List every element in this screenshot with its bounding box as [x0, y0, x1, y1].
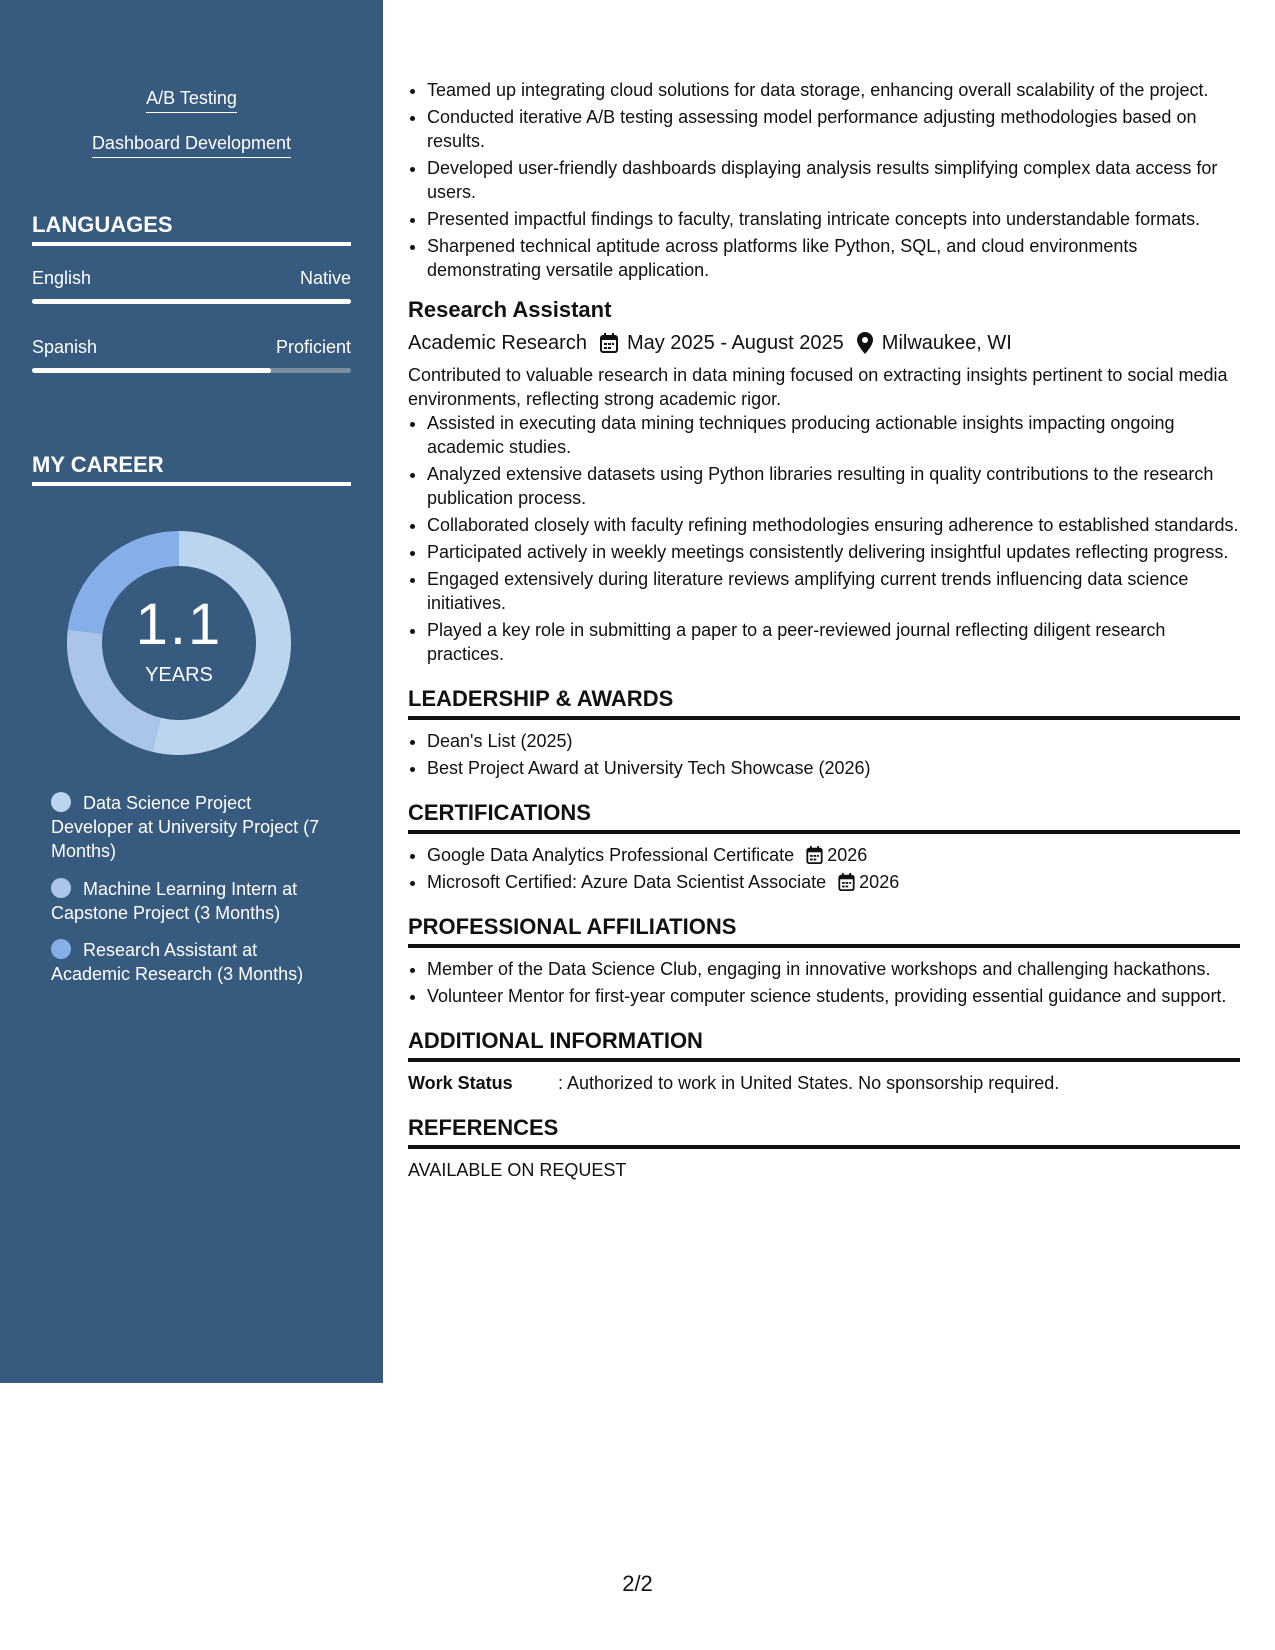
- list-item: • Assisted in executing data mining techniques producing actionable insights impacting ongoing academic studies.: [427, 411, 1240, 459]
- list-item: [427, 843, 1240, 867]
- career-years-label: YEARS: [145, 664, 213, 686]
- main-content: [408, 78, 1240, 1182]
- additional-info-heading: ADDITIONAL INFORMATION: [408, 1027, 1240, 1062]
- language-bar: [32, 368, 351, 373]
- languages-heading: LANGUAGES: [32, 212, 351, 246]
- previous-job-bullets: [408, 78, 1240, 282]
- job-meta: [408, 328, 1240, 358]
- job-company: Academic Research: [408, 332, 587, 354]
- language-row: [32, 337, 351, 358]
- list-item: • Teamed up integrating cloud solutions for data storage, enhancing overall scalability of the project.: [427, 78, 1240, 102]
- career-item-label: Machine Learning Intern at Capstone Project (3 Months): [51, 879, 298, 923]
- career-dot: [51, 878, 71, 898]
- affiliations-heading: PROFESSIONAL AFFILIATIONS: [408, 913, 1240, 948]
- skill-label: A/B Testing: [146, 88, 237, 113]
- references-heading: REFERENCES: [408, 1114, 1240, 1149]
- career-years-value: 1.1: [135, 592, 223, 657]
- location-pin-icon: [857, 332, 873, 354]
- page-number: 2/2: [622, 1571, 653, 1596]
- leadership-heading: LEADERSHIP & AWARDS: [408, 685, 1240, 720]
- references-text: AVAILABLE ON REQUEST: [408, 1160, 627, 1180]
- work-status-label: Work Status: [408, 1073, 513, 1093]
- job-bullets: [408, 411, 1240, 666]
- list-item: • Played a key role in submitting a paper to a peer-reviewed journal reflecting diligent research practices.: [427, 618, 1240, 666]
- job-description: Contributed to valuable research in data mining focused on extracting insights pertinent to social media environments, reflecting strong academic rigor.: [408, 365, 1228, 409]
- leadership-list: [408, 729, 1240, 780]
- job-dates: May 2025 - August 2025: [626, 332, 844, 354]
- language-bar-fill: [32, 368, 271, 373]
- career-item: [51, 791, 331, 863]
- list-item: • Volunteer Mentor for first-year computer science students, providing essential guidance and support.: [427, 984, 1240, 1008]
- certification-year: 2026: [859, 872, 900, 892]
- list-item: • Conducted iterative A/B testing assessing model performance adjusting methodologies based on results.: [427, 105, 1240, 153]
- calendar-icon: [600, 333, 618, 353]
- language-bar-fill: [32, 299, 351, 304]
- certification-year: 2026: [827, 845, 868, 865]
- certifications-list: [408, 843, 1240, 894]
- affiliations-list: [408, 957, 1240, 1008]
- list-item: • Presented impactful findings to faculty, translating intricate concepts into understandable formats.: [427, 207, 1240, 231]
- language-name: Spanish: [32, 337, 98, 357]
- certification-name: • Google Data Analytics Professional Certificate: [427, 845, 795, 865]
- certification-name: • Microsoft Certified: Azure Data Scientist Associate: [427, 872, 827, 892]
- list-item: [427, 870, 1240, 894]
- language-level: Native: [299, 268, 351, 288]
- career-item-label: Data Science Project Developer at University Project (7 Months): [51, 793, 320, 861]
- language-bar: [32, 299, 351, 304]
- career-dot: [51, 792, 71, 812]
- skill-label: Dashboard Development: [92, 133, 291, 158]
- career-item: [51, 938, 331, 986]
- list-item: • Member of the Data Science Club, engaging in innovative workshops and challenging hackathons.: [427, 957, 1240, 981]
- language-name: English: [32, 268, 92, 288]
- list-item: • Engaged extensively during literature reviews amplifying current trends influencing data science initiatives.: [427, 567, 1240, 615]
- list-item: • Sharpened technical aptitude across platforms like Python, SQL, and cloud environments demonstrating versatile application.: [427, 234, 1240, 282]
- sidebar: [0, 0, 383, 1383]
- job-location: Milwaukee, WI: [881, 332, 1012, 354]
- career-item-label: Research Assistant at Academic Research (3 Months): [51, 940, 304, 984]
- list-item: • Participated actively in weekly meetings consistently delivering insightful updates reflecting progress.: [427, 540, 1240, 564]
- list-item: • Collaborated closely with faculty refining methodologies ensuring adherence to established standards.: [427, 513, 1240, 537]
- work-status-value: : Authorized to work in United States. No sponsorship required.: [558, 1073, 1060, 1093]
- work-status-row: [408, 1071, 1240, 1095]
- list-item: • Best Project Award at University Tech Showcase (2026): [427, 756, 1240, 780]
- calendar-icon: [838, 873, 855, 891]
- calendar-icon: [806, 846, 823, 864]
- skill-item[interactable]: [0, 133, 383, 158]
- language-row: [32, 268, 351, 289]
- skill-item[interactable]: [0, 88, 383, 113]
- certifications-heading: CERTIFICATIONS: [408, 799, 1240, 834]
- career-item: [51, 877, 331, 925]
- career-dot: [51, 939, 71, 959]
- list-item: • Dean's List (2025): [427, 729, 1240, 753]
- language-level: Proficient: [275, 337, 351, 357]
- list-item: • Developed user-friendly dashboards displaying analysis results simplifying complex data access for users.: [427, 156, 1240, 204]
- career-heading: MY CAREER: [32, 452, 351, 486]
- job-title: Research Assistant: [408, 297, 612, 322]
- list-item: • Analyzed extensive datasets using Python libraries resulting in quality contributions to the research publication process.: [427, 462, 1240, 510]
